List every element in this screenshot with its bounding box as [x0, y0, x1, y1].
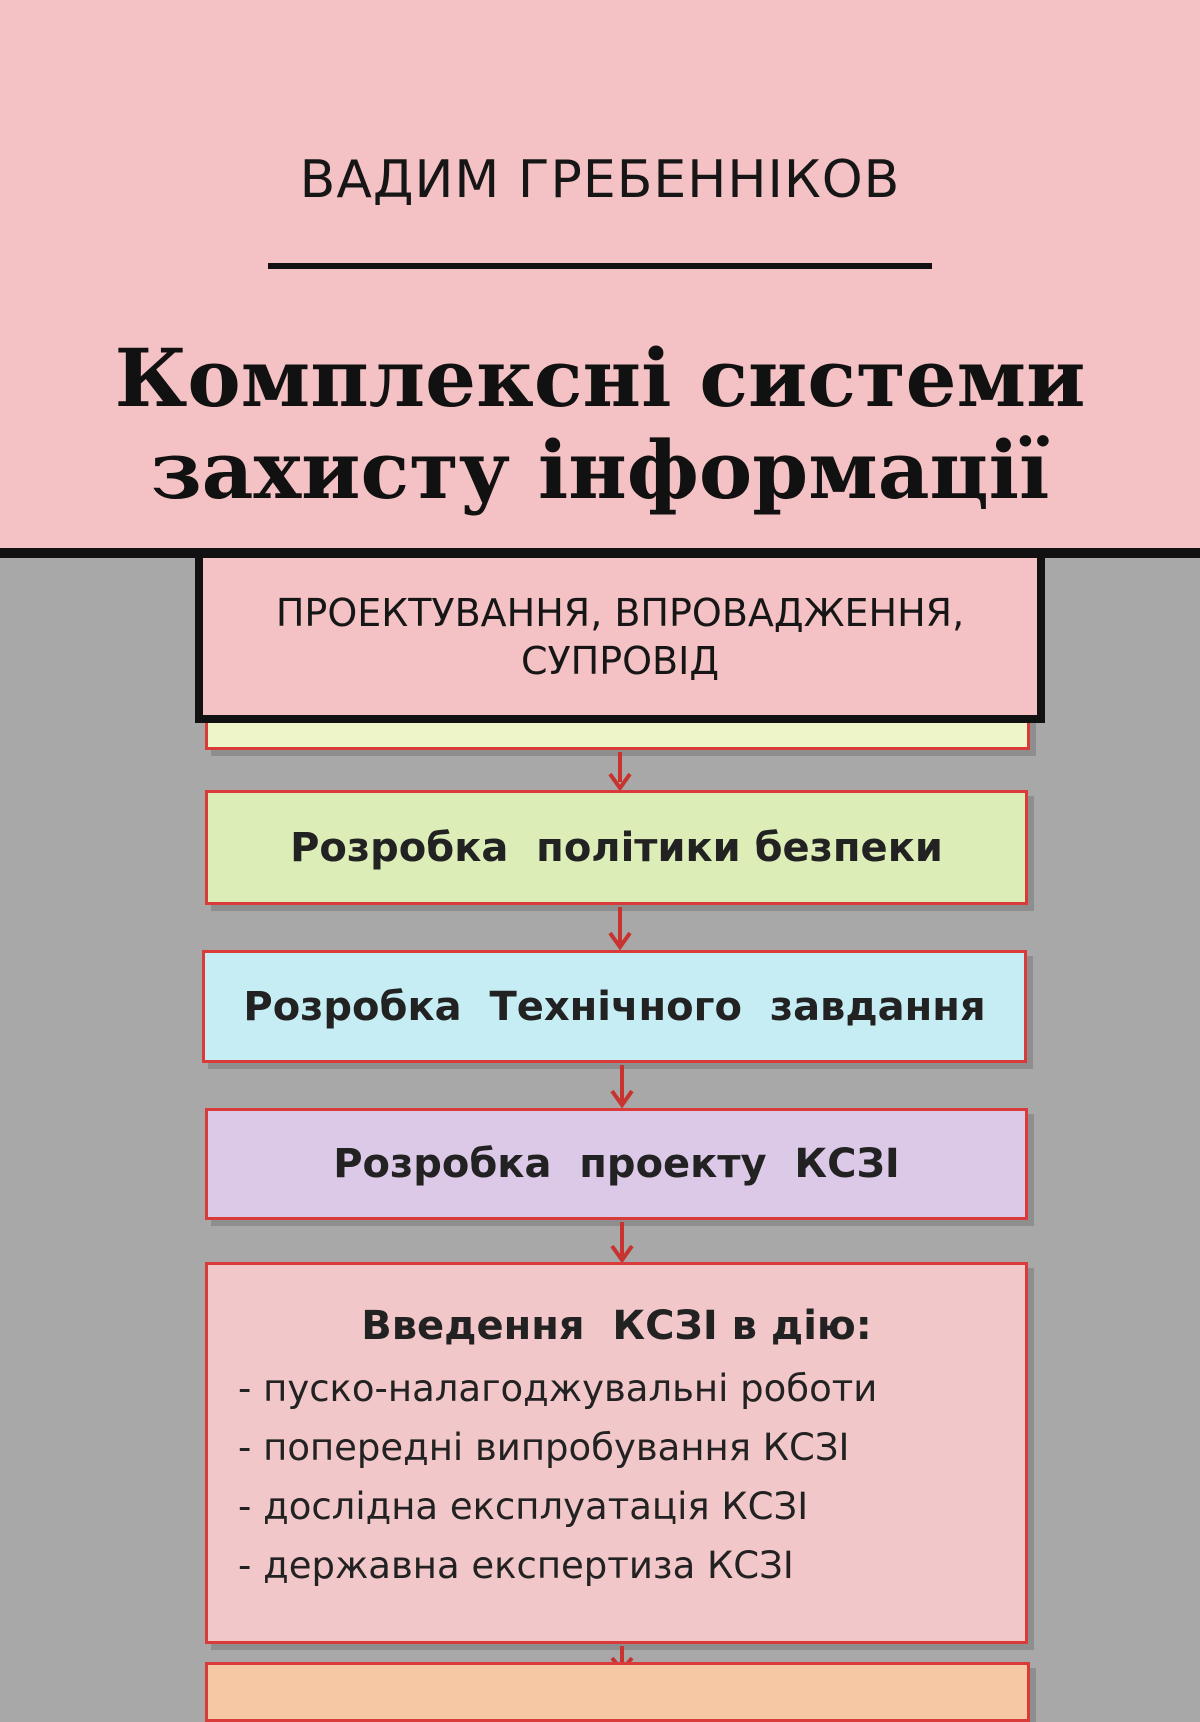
list-item: - дослідна експлуатація КСЗІ [238, 1477, 877, 1536]
list-item: - державна експертиза КСЗІ [238, 1536, 877, 1595]
commissioning-list [208, 1359, 877, 1595]
cover-header [0, 0, 1200, 548]
flowchart-step-technical-task [202, 950, 1027, 1063]
flowchart-step-commissioning [205, 1262, 1028, 1644]
subtitle-box [195, 558, 1045, 723]
list-item: - попередні випробування КСЗІ [238, 1418, 877, 1477]
flowchart-step-security-policy [205, 790, 1028, 905]
subtitle-line-1: ПРОЕКТУВАННЯ, ВПРОВАДЖЕННЯ, [275, 590, 965, 635]
flowchart-step-project [205, 1108, 1028, 1220]
step-heading: Введення КСЗІ в дію: [361, 1303, 872, 1349]
author-divider [268, 263, 932, 269]
step-label: Розробка Технічного завдання [243, 983, 986, 1030]
author-name: ВАДИМ ГРЕБЕННІКОВ [299, 150, 901, 210]
list-item: - пуско-налагоджувальні роботи [238, 1359, 877, 1418]
header-separator [0, 548, 1200, 558]
step-label: Розробка політики безпеки [290, 824, 943, 871]
step-label: Розробка проекту КСЗІ [333, 1141, 900, 1187]
flowchart-step-next [205, 1662, 1030, 1722]
book-title [0, 332, 1200, 516]
book-title-line-1: Комплексні системи [114, 331, 1086, 425]
book-title-line-2: захисту інформації [150, 423, 1050, 517]
subtitle-line-2: СУПРОВІД [520, 638, 720, 683]
